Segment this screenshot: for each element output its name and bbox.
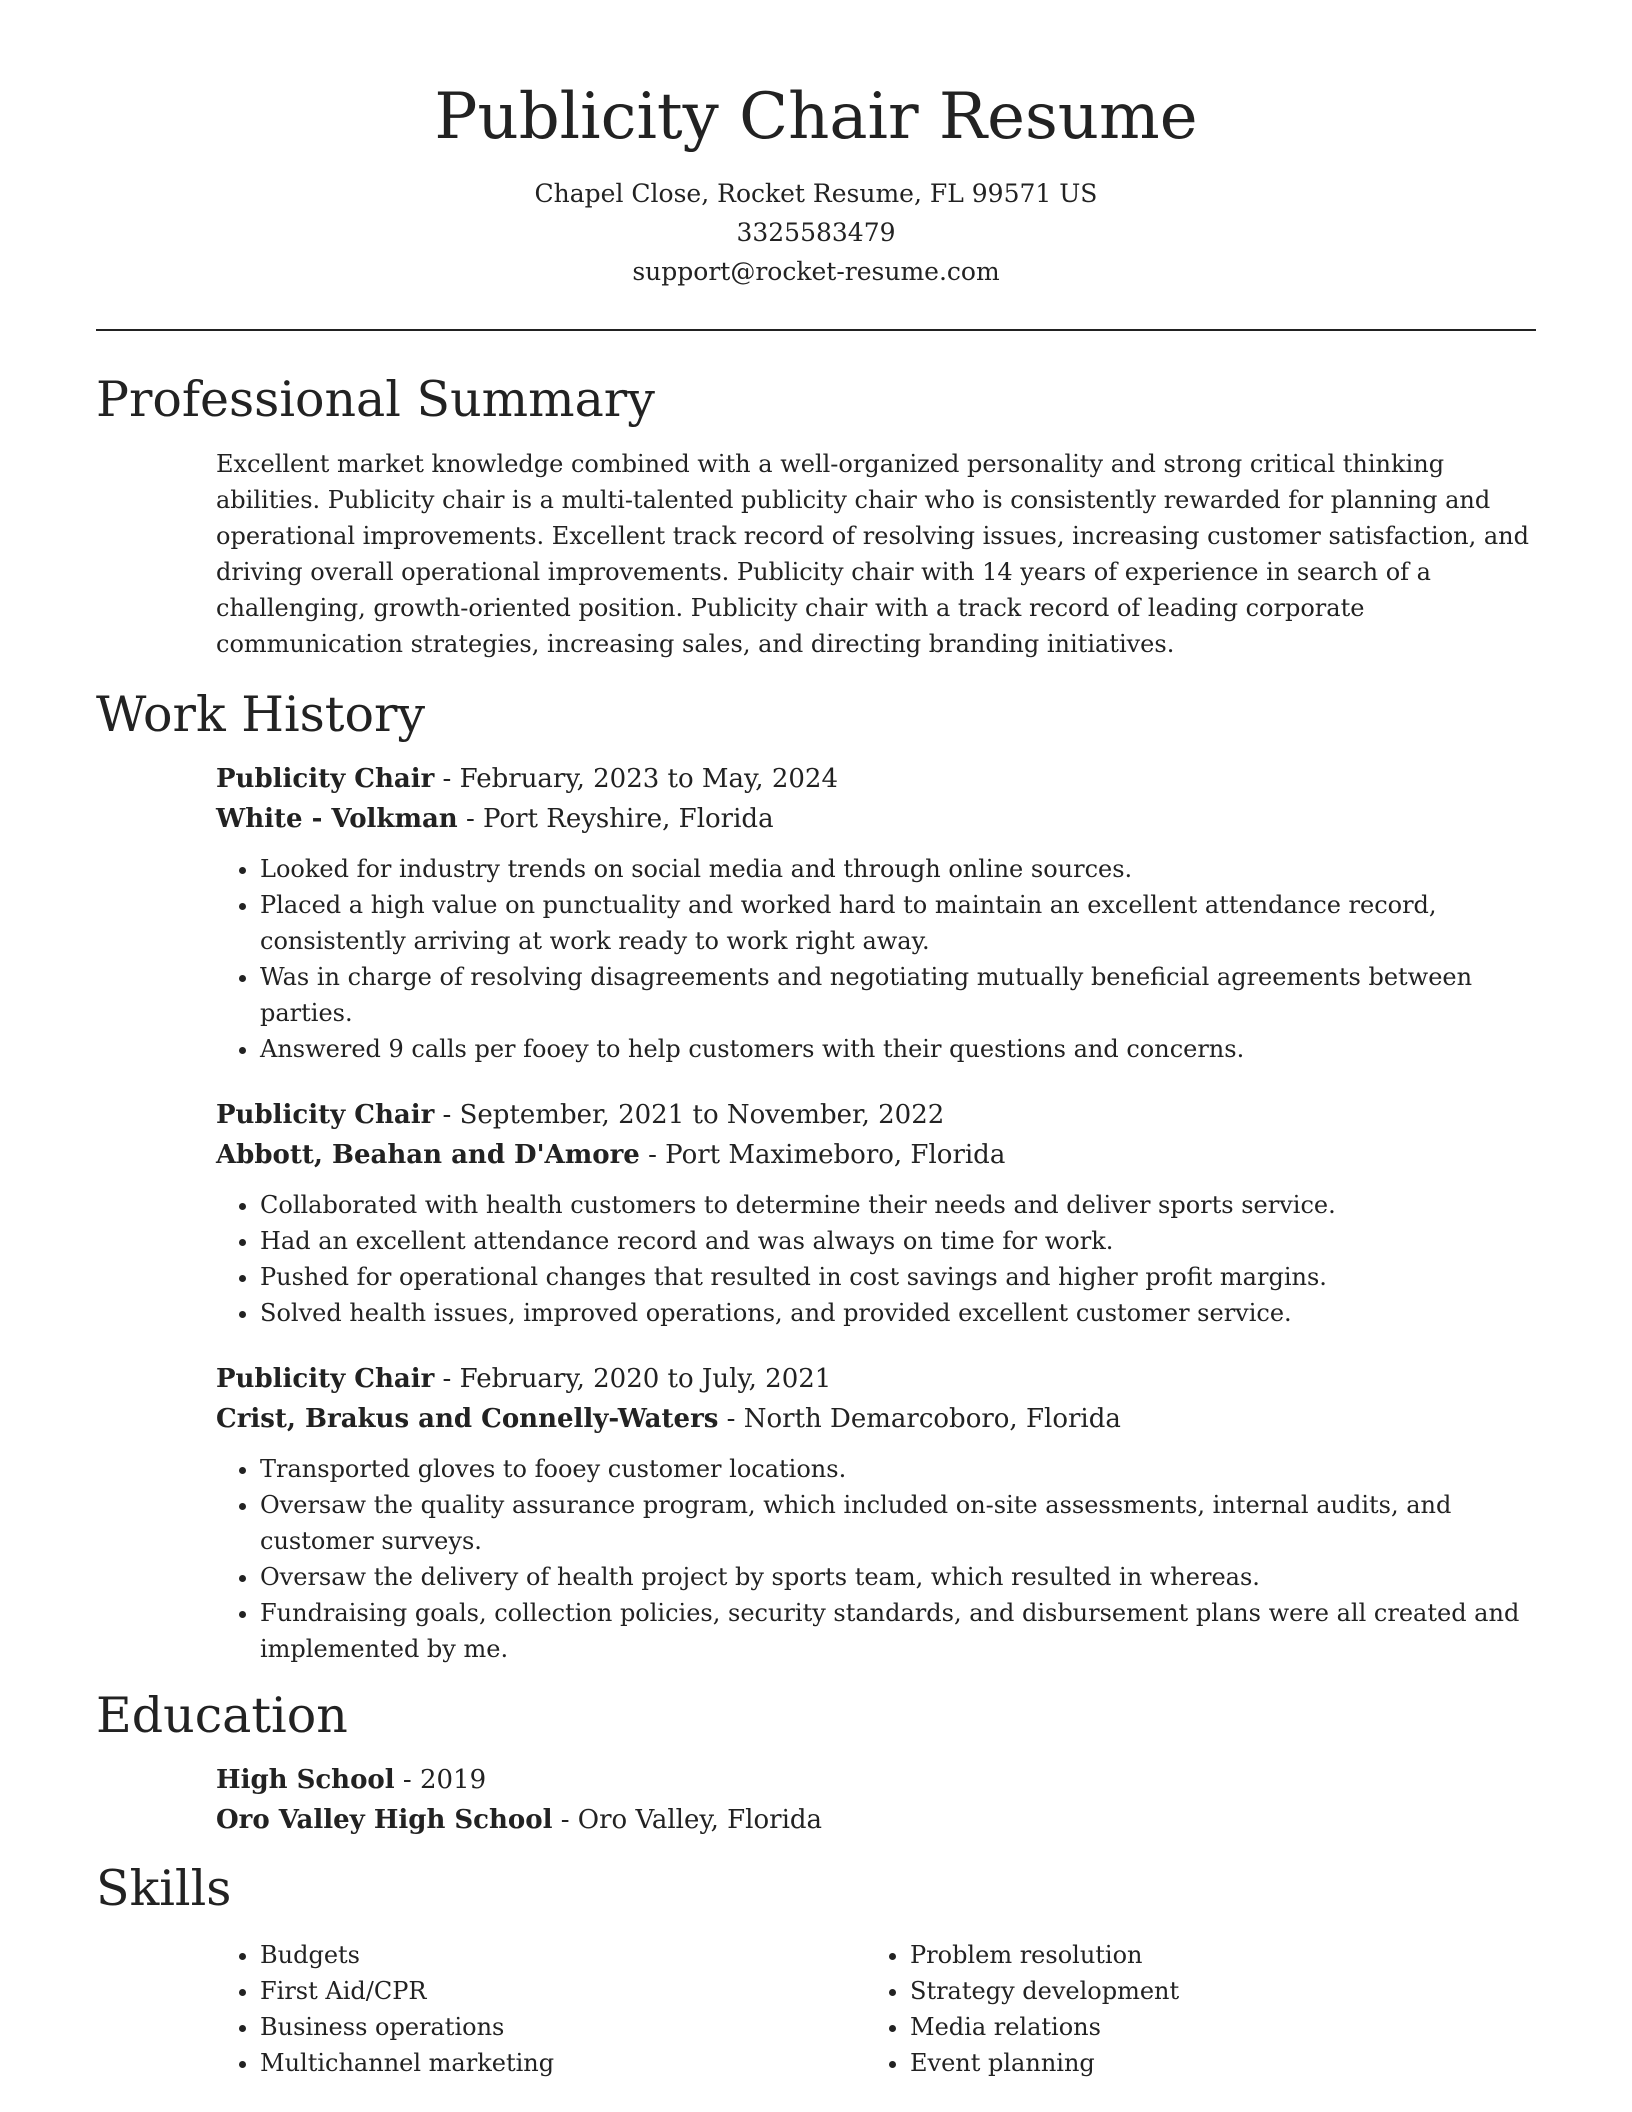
- list-item: • Budgets: [260, 1937, 866, 1973]
- list-item: • First Aid/CPR: [260, 1973, 866, 2009]
- list-item: • Event planning: [910, 2045, 1516, 2081]
- list-item: • Multichannel marketing: [260, 2045, 866, 2081]
- job-company: White - Volkman: [216, 803, 458, 834]
- summary-text: Excellent market knowledge combined with a well-organized personality and strong critical thinking abilities. Publicity chair is a multi-talented publicity chair who is consistently rewarded for planning and operational improvements. Excellent track record of resolving issues, increasing customer satisfaction, and driving overall operational improvements. Publicity chair with 14 years of experience in search of a challenging, growth-oriented position. Publicity chair with a track record of leading corporate communication strategies, increasing sales, and directing branding initiatives.: [216, 450, 1529, 659]
- education-location: - Oro Valley, Florida: [552, 1804, 823, 1835]
- skills-grid: [216, 1919, 1536, 2081]
- summary-heading: Professional Summary: [96, 371, 655, 429]
- job-company-line: [216, 799, 1536, 839]
- list-item: • Pushed for operational changes that resulted in cost savings and higher profit margins.: [260, 1259, 1536, 1295]
- job-title-line: [216, 1359, 1536, 1399]
- education-school-line: [216, 1800, 1536, 1840]
- job-entry: [216, 1359, 1536, 1667]
- job-location: - North Demarcoboro, Florida: [718, 1403, 1121, 1434]
- list-item: • Was in charge of resolving disagreements and negotiating mutually beneficial agreements between parties.: [260, 959, 1536, 1031]
- list-item: • Oversaw the delivery of health project by sports team, which resulted in whereas.: [260, 1559, 1536, 1595]
- education-school: Oro Valley High School: [216, 1804, 553, 1835]
- contact-phone: 3325583479: [736, 218, 896, 248]
- education-heading: Education: [96, 1686, 348, 1744]
- list-item: • Solved health issues, improved operations, and provided excellent customer service.: [260, 1295, 1536, 1331]
- resume-header: [96, 0, 1536, 291]
- list-item: • Answered 9 calls per fooey to help customers with their questions and concerns.: [260, 1031, 1536, 1067]
- list-item: • Media relations: [910, 2009, 1516, 2045]
- list-item: • Transported gloves to fooey customer locations.: [260, 1451, 1536, 1487]
- list-item: • Looked for industry trends on social media and through online sources.: [260, 851, 1536, 887]
- job-bullets: [216, 851, 1536, 1067]
- list-item: • Fundraising goals, collection policies, security standards, and disbursement plans were all created and implemented by me.: [260, 1595, 1536, 1667]
- skills-column-left: [216, 1919, 866, 2081]
- job-location: - Port Maximeboro, Florida: [639, 1139, 1006, 1170]
- job-dates: - September, 2021 to November, 2022: [434, 1099, 945, 1130]
- list-item: • Collaborated with health customers to determine their needs and deliver sports service.: [260, 1187, 1536, 1223]
- job-title: Publicity Chair: [216, 763, 435, 794]
- education-year: - 2019: [394, 1764, 487, 1795]
- education-degree: High School: [216, 1764, 395, 1795]
- job-bullets: [216, 1451, 1536, 1667]
- job-dates: - February, 2020 to July, 2021: [434, 1363, 832, 1394]
- job-title-line: [216, 1095, 1536, 1135]
- job-company-line: [216, 1399, 1536, 1439]
- education-degree-line: [216, 1760, 1536, 1800]
- summary-section: [96, 371, 1536, 662]
- list-item: • Strategy development: [910, 1973, 1516, 2009]
- job-entry: [216, 1095, 1536, 1331]
- contact-address: Chapel Close, Rocket Resume, FL 99571 US: [534, 179, 1098, 209]
- job-company-line: [216, 1135, 1536, 1175]
- education-section: [96, 1687, 1536, 1840]
- job-dates: - February, 2023 to May, 2024: [434, 763, 838, 794]
- list-item: • Placed a high value on punctuality and worked hard to maintain an excellent attendance record, consistently arriving at work ready to work right away.: [260, 887, 1536, 959]
- list-item: • Had an excellent attendance record and was always on time for work.: [260, 1223, 1536, 1259]
- skills-column-right: [866, 1919, 1516, 2081]
- job-entry: [216, 759, 1536, 1067]
- job-title: Publicity Chair: [216, 1363, 435, 1394]
- list-item: • Problem resolution: [910, 1937, 1516, 1973]
- job-company: Abbott, Beahan and D'Amore: [216, 1139, 640, 1170]
- job-company: Crist, Brakus and Connelly-Waters: [216, 1403, 719, 1434]
- list-item: • Oversaw the quality assurance program, which included on-site assessments, internal audits, and customer surveys.: [260, 1487, 1536, 1559]
- skills-section: [96, 1860, 1536, 2081]
- skills-heading: Skills: [96, 1859, 232, 1917]
- job-title: Publicity Chair: [216, 1099, 435, 1130]
- job-location: - Port Reyshire, Florida: [457, 803, 774, 834]
- job-title-line: [216, 759, 1536, 799]
- job-bullets: [216, 1187, 1536, 1331]
- header-divider: [96, 329, 1536, 331]
- work-history-section: [96, 686, 1536, 1667]
- work-history-heading: Work History: [96, 686, 426, 744]
- contact-email: support@rocket-resume.com: [632, 257, 1000, 287]
- resume-title: Publicity Chair Resume: [434, 80, 1198, 154]
- list-item: • Business operations: [260, 2009, 866, 2045]
